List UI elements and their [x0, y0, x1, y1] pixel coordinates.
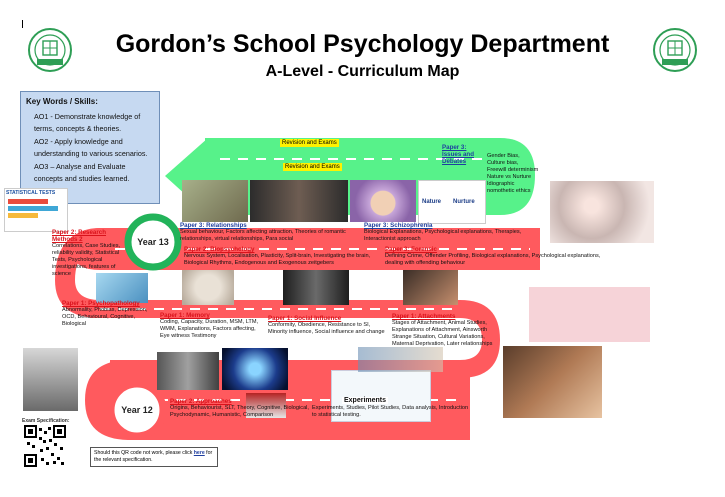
school-crest-right-icon: [652, 27, 698, 73]
topic-issues-debates: [442, 144, 482, 165]
topic-social-influence-body: Conformity, Obedience, Resistance to SI, Minority influence, Social influence and change: [268, 322, 385, 335]
topic-memory-title: Paper 1: Memory: [160, 312, 210, 319]
statistical-tests-image: [4, 188, 68, 232]
topic-schizophrenia: [364, 222, 539, 243]
qr-fallback-note: [90, 447, 218, 467]
qr-note-text-post: for the relevant specification.: [94, 450, 213, 463]
corner-mark: [22, 20, 23, 28]
topic-social-influence: [268, 315, 386, 336]
memory-head-photo: [182, 270, 234, 305]
school-crest-left-icon: [27, 27, 73, 73]
freud-portrait-photo: [23, 348, 78, 411]
topic-approaches-body: Origins, Behaviourist, SLT, Theory, Cognitive, Biological, Psychodynamic, Humanistic, Comparison: [170, 405, 309, 418]
qr-code-icon[interactable]: [24, 425, 66, 467]
topic-forensic-body: Defining Crime, Offender Profiling, Biological explanations, Psychological explanations, dealing with offending behaviour: [385, 253, 601, 266]
page-subtitle: A-Level - Curriculum Map: [265, 63, 460, 80]
revision-label-2: Revision and Exams: [285, 164, 340, 170]
topic-forensic-title: Paper 3: Forensic: [385, 246, 437, 253]
topic-psychopathology-body: Abnormality, Phobias, Depression, OCD, Behavioural, Cognitive, Biological: [62, 307, 148, 327]
couple-photo: [182, 180, 248, 222]
nature-label: Nature: [422, 199, 442, 205]
topic-biopsychology-body: Nervous System, Localisation, Plasticity, Split-brain, Investigating the brain, Biological Rhythms, Endogenous and Exogenous zeitgebers: [184, 253, 371, 266]
mother-baby-photo: [503, 346, 602, 418]
approaches-photo: [157, 352, 219, 390]
baby-hand-photo: [403, 270, 458, 305]
topic-memory-body: Coding, Capacity, Duration, MSM, LTM, WMM, Explanations, Factors affecting, Eye witness Testimony: [160, 319, 259, 339]
topic-relationships-title: Paper 3: Relationships: [180, 222, 247, 229]
year12-label: Year 12: [121, 405, 153, 415]
chains-photo: [250, 180, 348, 222]
topic-attachments-body: Stages of Attachment, Animal Studies, Explanations of Attachment, Ainsworth Strange Situation, Cultural Variations, Maternal Deprivation, Later relationships: [392, 320, 493, 347]
schizophrenia-photo: [350, 180, 416, 222]
topic-approaches-title: Paper 2: Approaches: [170, 398, 232, 405]
topic-memory: [160, 312, 265, 340]
key-words-heading: Key Words / Skills:: [26, 97, 98, 106]
children-cartoon-image: [529, 287, 650, 342]
key-word-ao2: AO2 - Apply knowledge and understanding to various scenarios.: [34, 136, 148, 158]
topic-issues-body: Gender Bias, Culture bias, Freewill determinism Nature vs Nurture Idiographic nomothetic ethics: [487, 153, 539, 194]
topic-research-methods-2-title: Paper 2: Research Methods 2: [52, 229, 106, 243]
digital-brain-photo: [222, 348, 288, 390]
revision-label-1: Revision and Exams: [282, 140, 337, 146]
topic-biopsychology: [184, 246, 384, 267]
topic-social-influence-title: Paper 1: Social Influence: [268, 315, 342, 322]
topic-biopsychology-title: Paper 2: Biopsychology: [184, 246, 255, 253]
topic-approaches: [170, 398, 310, 419]
topic-research-methods-1-body: Experiments, Studies, Pilot Studies, Data analysis, Introduction to statistical testing.: [312, 405, 469, 418]
topic-psychopathology: [62, 300, 157, 328]
key-word-ao3: AO3 – Analyse and Evaluate concepts and studies learned.: [34, 161, 130, 183]
nature-nurture-image: [418, 180, 486, 224]
year13-label: Year 13: [137, 237, 169, 247]
topic-attachments: [392, 313, 500, 348]
fingerprint-head-photo: [550, 181, 654, 243]
topic-relationships-body: Sexual behaviour, Factors affecting attraction, Theories of romantic relationships, virtual relationships, Para social: [180, 229, 346, 242]
topic-relationships: [180, 222, 360, 243]
experiments-label: Experiments: [344, 397, 387, 404]
topic-schizophrenia-body: Biological Explanations, Psychological explanations, Therapies, Interactionist approach: [364, 229, 522, 242]
attachment-photo: [358, 347, 443, 372]
topic-research-methods-2-body: Correlations, Case Studies, reliability validity, Statistical Tests, Psychological investigations, features of science: [52, 243, 121, 277]
topic-issues-title: Paper 3: Issues and Debates: [442, 144, 474, 165]
key-word-ao1: AO1 - Demonstrate knowledge of terms, concepts & theories.: [34, 111, 141, 133]
qr-note-text-pre: Should this QR code not work, please click: [94, 450, 194, 456]
exam-spec-label: Exam Specification:: [22, 418, 70, 424]
nurture-label: Nurture: [453, 199, 475, 205]
topic-attachments-title: Paper 1: Attachments: [392, 313, 456, 320]
topic-research-methods-2: [52, 229, 122, 278]
statistical-tests-label: STATISTICAL TESTS: [6, 190, 56, 196]
spec-link[interactable]: here: [193, 450, 205, 456]
topic-psychopathology-title: Paper 1: Psychopathology: [62, 300, 140, 307]
topic-forensic: [385, 246, 615, 267]
obedience-photo: [283, 270, 349, 305]
page-title: Gordon’s School Psychology Department: [115, 30, 610, 58]
topic-schizophrenia-title: Paper 3: Schizophrenia: [364, 222, 433, 229]
